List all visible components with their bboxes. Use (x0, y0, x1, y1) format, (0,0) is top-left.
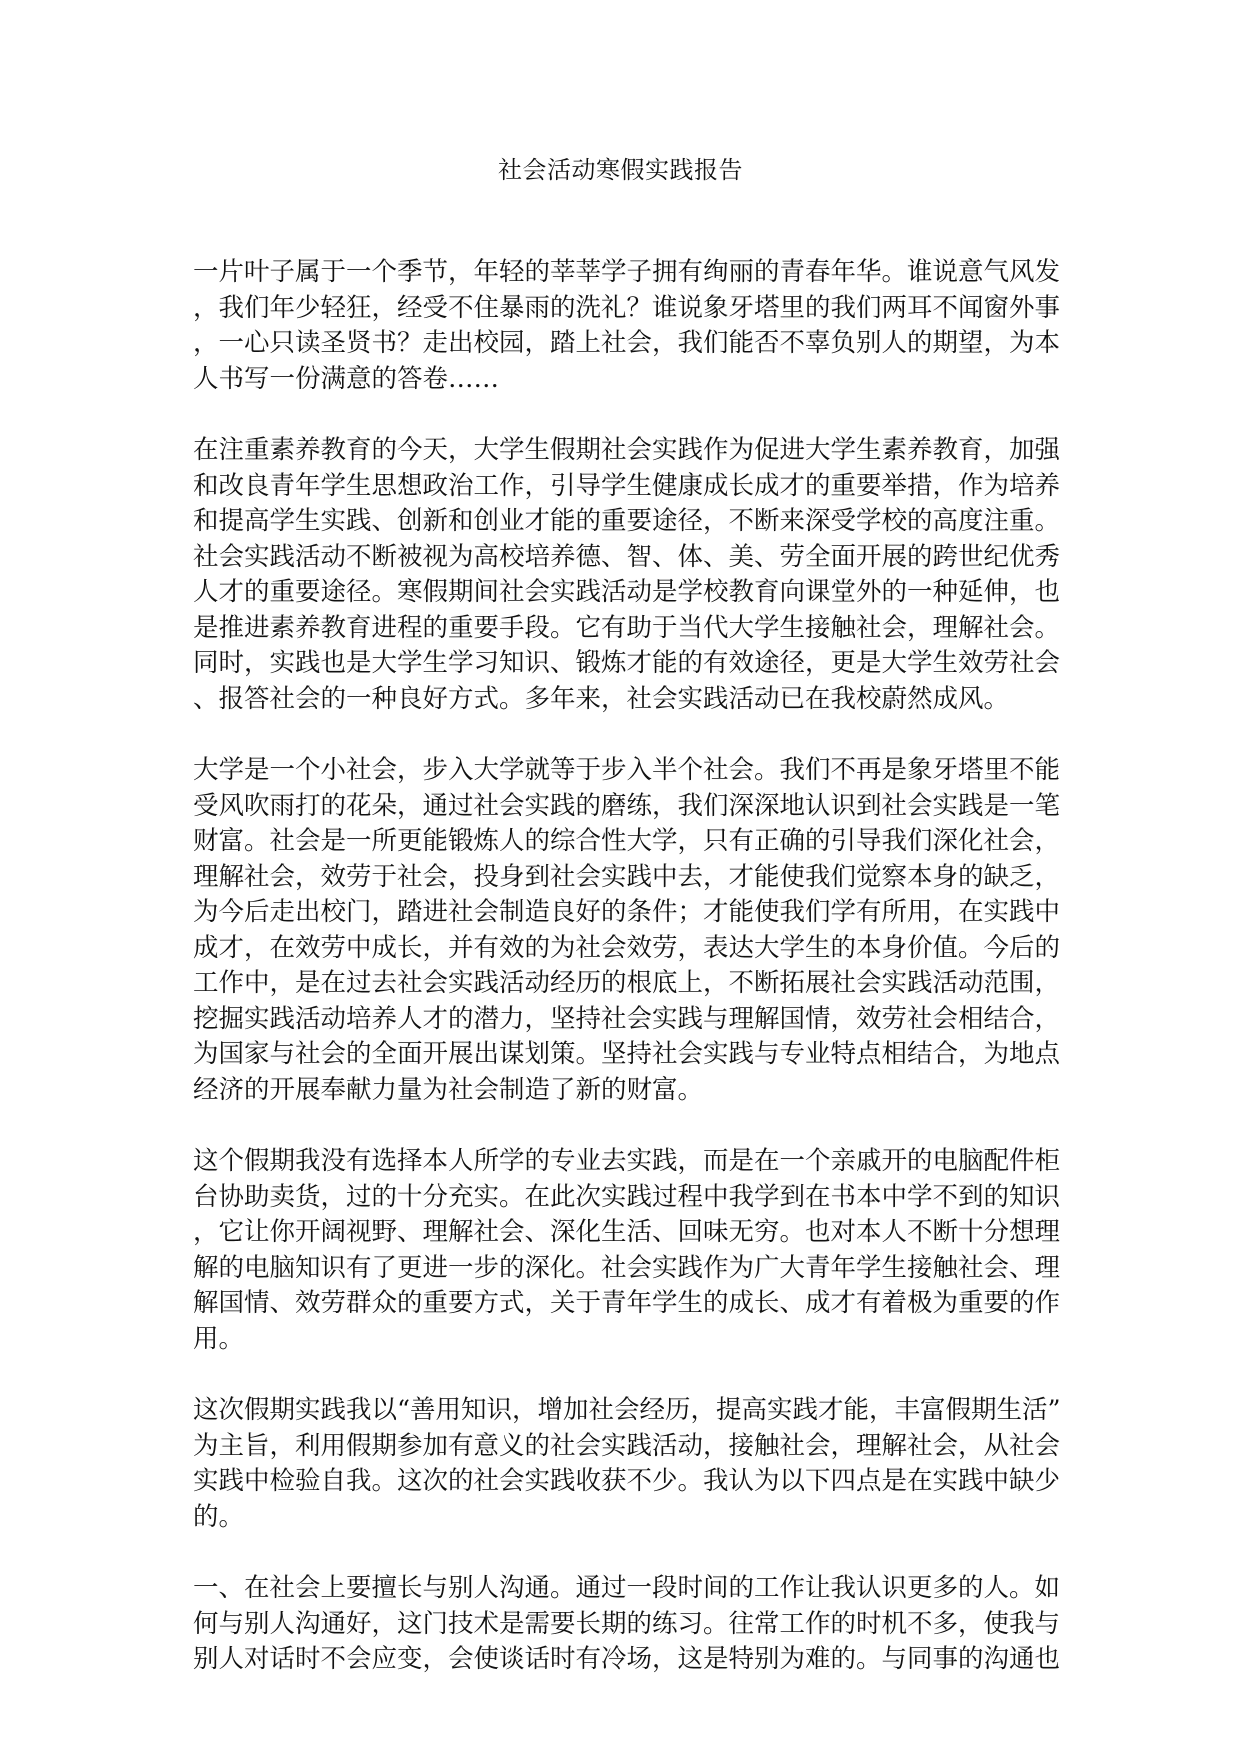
paragraph (193, 753, 1061, 1108)
text-line: 别人对话时不会应变，会使谈话时有冷场，这是特别为难的。与同事的沟通也 (193, 1644, 1061, 1674)
text-line: 这次假期实践我以“善用知识，增加社会经历，提高实践才能，丰富假期生活” (193, 1395, 1061, 1425)
text-line: 解的电脑知识有了更进一步的深化。社会实践作为广大青年学生接触社会、理 (193, 1252, 1061, 1283)
text-line: 何与别人沟通好，这门技术是需要长期的练习。往常工作的时机不多，使我与 (193, 1608, 1061, 1639)
paragraph (193, 1571, 1061, 1678)
text-line: ，我们年少轻狂，经受不住暴雨的洗礼？谁说象牙塔里的我们两耳不闻窗外事 (193, 292, 1061, 323)
text-line: 、报答社会的一种良好方式。多年来，社会实践活动已在我校蔚然成风。 (193, 683, 1010, 714)
text-line: 挖掘实践活动培养人才的潜力，坚持社会实践与理解国情，效劳社会相结合， (193, 1003, 1061, 1034)
text-line: 一片叶子属于一个季节，年轻的莘莘学子拥有绚丽的青春年华。谁说意气风发 (193, 257, 1061, 287)
text-line: 工作中，是在过去社会实践活动经历的根底上，不断拓展社会实践活动范围， (193, 968, 1061, 998)
text-line: 同时，实践也是大学生学习知识、锻炼才能的有效途径，更是大学生效劳社会 (193, 648, 1061, 678)
text-line: 人书写一份满意的答卷…… (193, 363, 500, 394)
paragraph (193, 1393, 1061, 1535)
text-line: 这个假期我没有选择本人所学的专业去实践，而是在一个亲戚开的电脑配件柜 (193, 1146, 1061, 1176)
text-line: 大学是一个小社会，步入大学就等于步入半个社会。我们不再是象牙塔里不能 (193, 755, 1061, 785)
text-line: 经济的开展奉献力量为社会制造了新的财富。 (193, 1074, 704, 1105)
document-body (193, 255, 1061, 1714)
text-line: 在注重素养教育的今天，大学生假期社会实践作为促进大学生素养教育，加强 (193, 435, 1061, 465)
text-line: 实践中检验自我。这次的社会实践收获不少。我认为以下四点是在实践中缺少 (193, 1466, 1061, 1496)
text-line: 是推进素养教育进程的重要手段。它有助于当代大学生接触社会，理解社会。 (193, 612, 1061, 643)
text-line: 为今后走出校门，踏进社会制造良好的条件；才能使我们学有所用，在实践中 (193, 897, 1061, 927)
text-line: 一、在社会上要擅长与别人沟通。通过一段时间的工作让我认识更多的人。如 (193, 1573, 1061, 1603)
text-line: 成才，在效劳中成长，并有效的为社会效劳，表达大学生的本身价值。今后的 (193, 932, 1061, 963)
text-line: 理解社会，效劳于社会，投身到社会实践中去，才能使我们觉察本身的缺乏， (193, 861, 1061, 892)
text-line: ，一心只读圣贤书？走出校园，踏上社会，我们能否不辜负别人的期望，为本 (193, 328, 1061, 358)
text-line: 解国情、效劳群众的重要方式，关于青年学生的成长、成才有着极为重要的作 (193, 1288, 1061, 1318)
text-line: 为国家与社会的全面开展出谋划策。坚持社会实践与专业特点相结合，为地点 (193, 1039, 1061, 1069)
text-line: 的。 (193, 1501, 245, 1532)
paragraph (193, 1144, 1061, 1357)
text-line: 为主旨，利用假期参加有意义的社会实践活动，接触社会，理解社会，从社会 (193, 1430, 1061, 1461)
text-line: 受风吹雨打的花朵，通过社会实践的磨练，我们深深地认识到社会实践是一笔 (193, 790, 1061, 821)
paragraph (193, 255, 1061, 397)
text-line: 财富。社会是一所更能锻炼人的综合性大学，只有正确的引导我们深化社会， (193, 826, 1061, 856)
text-line: 台协助卖货，过的十分充实。在此次实践过程中我学到在书本中学不到的知识 (193, 1181, 1061, 1212)
document-title: 社会活动寒假实践报告 (498, 156, 743, 184)
text-line: 人才的重要途径。寒假期间社会实践活动是学校教育向课堂外的一种延伸，也 (193, 577, 1061, 607)
text-line: 用。 (193, 1323, 245, 1354)
text-line: ，它让你开阔视野、理解社会、深化生活、回味无穷。也对本人不断十分想理 (193, 1217, 1061, 1247)
text-line: 和改良青年学生思想政治工作，引导学生健康成长成才的重要举措，作为培养 (193, 470, 1061, 501)
text-line: 社会实践活动不断被视为高校培养德、智、体、美、劳全面开展的跨世纪优秀 (193, 541, 1061, 572)
paragraph (193, 433, 1061, 717)
text-line: 和提高学生实践、创新和创业才能的重要途径，不断来深受学校的高度注重。 (193, 506, 1061, 536)
